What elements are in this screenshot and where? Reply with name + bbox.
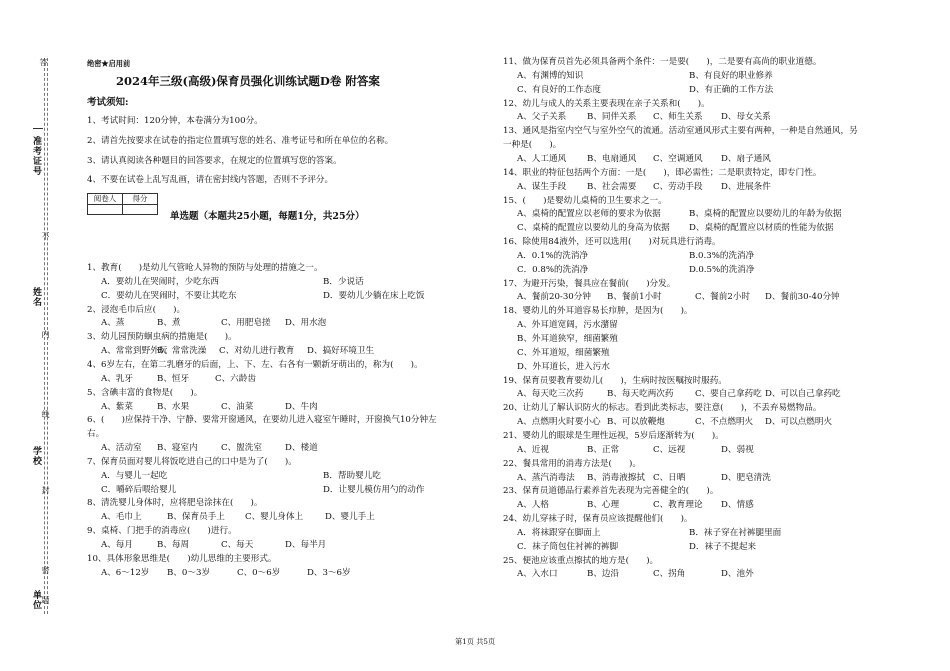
option-text: A、人工通风 — [517, 153, 567, 164]
option-text: D、用水泡 — [285, 318, 327, 329]
question-stem: 23、保育员道德品行素养首先表现为完善健全的( )。 — [503, 486, 719, 497]
question-stem: 3、幼儿园预防蛔虫病的措施是( )。 — [87, 332, 237, 343]
notice-item: 4、不要在试卷上乱写乱画，请在密封线内答题，否则不予评分。 — [87, 175, 334, 185]
option-text: B、外耳道狭窄，细菌繁殖 — [517, 334, 618, 344]
option-text: A．0.1%的洗消净 — [517, 250, 589, 261]
option-text: A、常常到野外玩 — [101, 346, 168, 357]
option-text: A、父子关系 — [517, 112, 567, 123]
question-stem: 9、桌椅、门把手的消毒应( )进行。 — [87, 526, 237, 537]
option-text: B、0～3岁 — [167, 567, 211, 578]
option-text: B、恒牙 — [157, 373, 190, 384]
option-text: A、餐前20-30分钟 — [517, 292, 591, 303]
question-stem: 24、幼儿穿袜子时，保育员应该提醒他们( )。 — [503, 514, 693, 525]
exam-number-line — [33, 128, 43, 129]
question-stem: 右。 — [87, 429, 105, 440]
option-text: C、日晒 — [653, 472, 686, 483]
option-text: C、教育理论 — [653, 500, 703, 511]
page-footer: 第1页 共5页 — [455, 637, 496, 646]
option-text: C、有良好的工作态度 — [517, 84, 601, 95]
question-stem: 20、让幼儿了解认识防火的标志。看到此类标志，要注意( )，不丢弃易燃物品。 — [503, 403, 822, 414]
question-stem: 4、6岁左右，在第二乳磨牙的后面，上、下、左、右各有一颗新牙萌出的，称为( )。 — [87, 359, 423, 370]
option-text: B、有良好的职业修养 — [689, 70, 773, 81]
school-label: 学校 — [31, 446, 41, 466]
option-text: D、可以自己拿药吃 — [765, 389, 841, 400]
option-text: C、盥洗室 — [221, 443, 262, 454]
option-text: B.0.3%的洗消净 — [689, 250, 755, 261]
option-text: D、情感 — [721, 500, 754, 511]
name-label: 姓名 — [31, 287, 41, 307]
option-text: D、每半月 — [285, 540, 327, 550]
option-text: C、婴儿身体上 — [245, 512, 304, 523]
notice-heading: 考试须知: — [87, 97, 129, 108]
option-text: B、消毒液擦拭 — [587, 472, 645, 483]
question-stem: 19、保育员要教育要幼儿( )，生病时按医嘱按时服药。 — [503, 375, 727, 386]
option-text: D、池外 — [721, 569, 754, 580]
option-text: B、心理 — [587, 500, 620, 511]
question-stem: 13、通风是指室内空气与室外空气的流通。活动室通风形式主要有两种，一种是自然通风，另 — [503, 126, 858, 137]
option-text: A、蒸 — [101, 318, 125, 329]
option-text: A、每天吃三次药 — [517, 389, 584, 400]
option-text: D．让婴儿模仿用勺的动作 — [323, 484, 425, 495]
option-text: A、乳牙 — [101, 373, 133, 384]
option-text: D、弱视 — [721, 444, 754, 455]
option-text: A、点燃明火时要小心 — [517, 417, 601, 428]
option-text: D、搞好环境卫生 — [307, 346, 375, 357]
question-stem: 22、餐具常用的消毒方法是( )。 — [503, 458, 641, 469]
option-text: B、正常 — [587, 444, 620, 455]
binding-mark: 题 — [41, 596, 50, 604]
option-text: C、不点燃明火 — [695, 417, 754, 428]
option-text: C、师生关系 — [653, 112, 703, 123]
option-text: A．将袜跟穿在脚面上 — [517, 527, 601, 538]
option-text: B、可以放鞭炮 — [607, 417, 665, 428]
option-text: D、牛肉 — [285, 401, 318, 412]
question-stem: 5、含碘丰富的食物是( )。 — [87, 387, 203, 398]
question-stem: 一种是( )。 — [503, 140, 562, 151]
question-stem: 7、保育员面对婴儿将饭吃进自己的口中是为了( )。 — [87, 456, 297, 467]
question-stem: 10、具体形象思维是( )幼儿思维的主要形式。 — [87, 553, 277, 564]
section-title: 单选题（本题共25小题，每题1分，共25分） — [170, 211, 365, 222]
option-text: C、远视 — [653, 444, 686, 455]
exam-number-label: 准考证号 — [31, 136, 41, 176]
option-text: B、社会需要 — [587, 181, 637, 192]
question-stem: 21、婴幼儿的眼球是生理性远视，5岁后逐渐转为( )。 — [503, 430, 724, 441]
option-text: D、3～6岁 — [307, 567, 351, 578]
option-text: A、人格 — [517, 500, 549, 511]
question-stem: 18、婴幼儿的外耳道容易长疖肿，是因为( )。 — [503, 306, 693, 317]
option-text: D、扇子通风 — [721, 153, 771, 164]
option-text: C、用肥皂搓 — [221, 318, 271, 329]
option-text: A、毛巾上 — [101, 512, 142, 523]
option-text: C．要幼儿在哭闹时，不要让其吃东 — [101, 290, 237, 301]
option-text: B、同伴关系 — [587, 112, 637, 123]
binding-mark: 不 — [41, 232, 50, 240]
option-text: D、外耳道长，进入污水 — [517, 361, 610, 372]
option-text: A、近视 — [517, 444, 549, 455]
option-text: D、婴儿手上 — [325, 512, 375, 523]
binding-mark: 封 — [41, 486, 50, 494]
option-text: C．0.8%的洗消净 — [517, 264, 589, 275]
option-text: B、煮 — [157, 318, 181, 329]
question-stem: 1、教育( )是幼儿气管呛人异物的预防与处理的措施之一。 — [87, 263, 323, 273]
score-box — [87, 193, 158, 215]
option-text: D、可以点燃明火 — [765, 417, 833, 428]
question-stem: 6、( )应保持干净、宁静、要常开窗通风，在要幼儿进入寝室午睡时，开窗换气10分钟左 — [87, 415, 437, 426]
question-stem: 17、为避开污染，餐具应在餐前( )分发。 — [503, 278, 676, 289]
option-text: B、餐前1小时 — [607, 292, 662, 303]
option-text: A．要幼儿在哭闹时，少吃东西 — [101, 276, 219, 287]
option-text: A、蒸汽消毒法 — [517, 472, 575, 483]
option-text: A、外耳道宽阔，污水潴留 — [517, 320, 618, 331]
option-text: D.0.5%的洗消净 — [689, 264, 755, 275]
option-text: A、有渊博的知识 — [517, 70, 584, 81]
unit-label: 单位 — [31, 590, 41, 610]
option-text: C．嚼碎后喂给婴儿 — [101, 484, 177, 495]
option-text: D、桌椅的配置应以材质的性能为依据 — [689, 223, 834, 234]
option-text: A．与婴儿一起吃 — [101, 470, 168, 481]
notice-item: 3、请认真阅读各种题目的回答要求，在规定的位置填写您的答案。 — [87, 156, 342, 166]
option-text: A、入水口 — [517, 569, 558, 580]
question-stem: 14、职业的特征包括两个方面：一是( )，即必需性；二是职责特定，即专门性。 — [503, 167, 822, 178]
binding-mark: 内 — [41, 330, 50, 338]
option-text: D、楼道 — [285, 443, 318, 454]
option-text: A、每月 — [101, 540, 133, 550]
option-text: C、0～6岁 — [237, 567, 281, 578]
option-text: B．袜子穿在衬裤腿里面 — [689, 527, 782, 538]
option-text: A、活动室 — [101, 443, 142, 454]
question-stem: 15、( )是婴幼儿桌椅的卫生要求之一。 — [503, 195, 667, 206]
option-text: C、拐角 — [653, 569, 686, 580]
option-text: C、每天 — [221, 540, 254, 550]
option-text: C、对幼儿进行教育 — [219, 346, 295, 357]
binding-mark: 答 — [39, 58, 48, 66]
option-text: B、电扇通风 — [587, 153, 637, 164]
option-text: D．要幼儿少躺在床上吃饭 — [323, 290, 425, 301]
question-stem: 11、做为保育员首先必须具备两个条件：一是要( )，二是要有高尚的职业道德。 — [503, 57, 822, 67]
binding-mark: 密 — [41, 566, 50, 574]
option-text: D、肥皂清洗 — [721, 472, 771, 483]
option-text: B、寝室内 — [157, 443, 198, 454]
option-text: C．袜子筒包住衬裤的裤脚 — [517, 541, 619, 552]
option-text: B、每周 — [157, 540, 190, 550]
option-text: D、进展条件 — [721, 181, 771, 192]
option-text: B、桌椅的配置应以要幼儿的年龄为依据 — [689, 209, 842, 220]
option-text: A、6～12岁 — [101, 567, 150, 578]
option-text: C、六龄齿 — [215, 373, 256, 384]
notice-item: 1、考试时间：120分钟，本卷满分为100分。 — [87, 116, 263, 126]
option-text: A、谋生手段 — [517, 181, 567, 192]
notice-item: 2、请首先按要求在试卷的指定位置填写您的姓名、准考证号和所在单位的名称。 — [87, 136, 394, 146]
option-text: D．袜子不提起来 — [689, 541, 757, 552]
question-stem: 16、除使用84液外，还可以选用( )对玩具进行消毒。 — [503, 237, 721, 248]
option-text: C、餐前2小时 — [695, 292, 751, 303]
option-text: B．少说话 — [323, 276, 364, 287]
question-stem: 8、清洗婴儿身体时，应将肥皂涂抹在( )。 — [87, 498, 263, 509]
option-text: A、桌椅的配置应以老师的要求为依据 — [517, 209, 661, 220]
question-stem: 12、幼儿与成人的关系主要表现在亲子关系和( )。 — [503, 98, 710, 109]
option-text: C、桌椅的配置应以要幼儿的身高为依据 — [517, 223, 670, 234]
option-text: D、母女关系 — [721, 112, 771, 123]
option-text: B、水果 — [157, 401, 190, 412]
option-text: C、要自己拿药吃 — [695, 389, 762, 400]
question-stem: 2、浸泡毛巾后应( )。 — [87, 304, 186, 315]
option-text: C、油菜 — [221, 401, 254, 412]
binding-mark: 线 — [41, 410, 50, 418]
option-text: C、劳动手段 — [653, 181, 703, 192]
option-text: D、有正确的工作方法 — [689, 84, 774, 95]
option-text: B、常常洗澡 — [157, 346, 207, 357]
option-text: B、边沿 — [587, 569, 620, 580]
option-text: B、保育员手上 — [167, 512, 225, 523]
confidential-tag: 绝密★启用前 — [87, 59, 131, 68]
option-text: C、外耳道短，细菌繁殖 — [517, 347, 610, 358]
option-text: B．帮助婴儿吃 — [323, 470, 381, 481]
option-text: C、空调通风 — [653, 153, 703, 164]
option-text: B、每天吃两次药 — [607, 389, 674, 400]
score-label: 得分 — [132, 194, 148, 203]
page-title: 2024年三级(高级)保育员强化训练试题D卷 附答案 — [116, 74, 380, 88]
grader-label: 阅卷人 — [93, 194, 117, 203]
option-text: A、紫菜 — [101, 401, 133, 412]
option-text: D、餐前30-40分钟 — [765, 292, 840, 303]
question-stem: 25、便池应该重点擦拭的地方是( )。 — [503, 555, 659, 566]
